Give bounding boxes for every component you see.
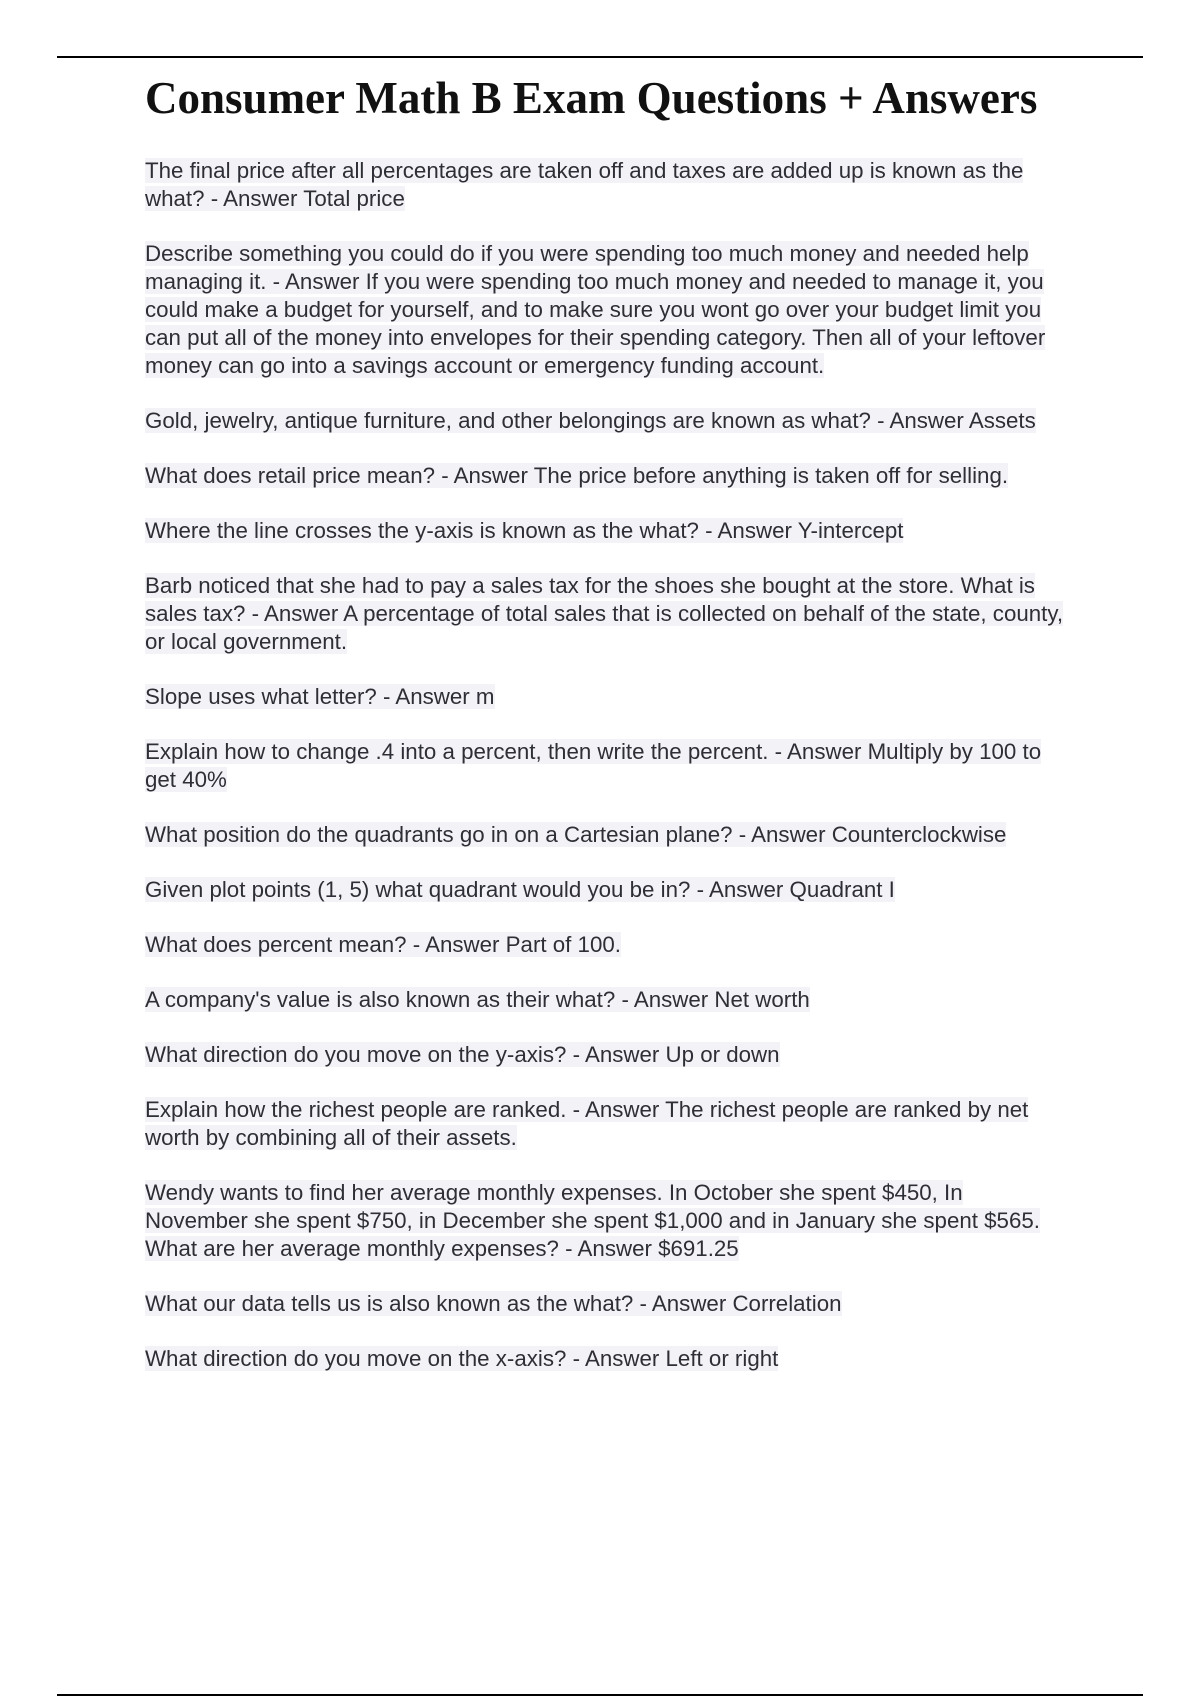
answer-text: Assets [968, 408, 1036, 433]
answer-prefix: - Answer [435, 463, 534, 488]
answer-text: Part of 100. [505, 932, 621, 957]
answer-prefix: - Answer [732, 822, 832, 847]
qa-item [145, 1290, 1065, 1318]
qa-item [145, 931, 1065, 959]
qa-item [145, 462, 1065, 490]
question-text: Where the line crosses the y-axis is known as the what? [145, 518, 699, 543]
answer-prefix: - Answer [768, 739, 868, 764]
question-text: What direction do you move on the x-axis? [145, 1346, 567, 1371]
question-text: What does percent mean? [145, 932, 407, 957]
qa-item [145, 876, 1065, 904]
qa-item [145, 986, 1065, 1014]
answer-prefix: - Answer [633, 1291, 733, 1316]
qa-item [145, 240, 1065, 380]
answer-prefix: - Answer [266, 269, 366, 294]
answer-text: Total price [303, 186, 405, 211]
answer-prefix: - Answer [245, 601, 344, 626]
answer-prefix: - Answer [558, 1236, 659, 1261]
answer-prefix: - Answer [566, 1346, 666, 1371]
question-text: Explain how the richest people are ranked. [145, 1097, 567, 1122]
qa-item [145, 738, 1065, 794]
answer-text: Counterclockwise [831, 822, 1007, 847]
question-text: Wendy wants to find her average monthly expenses. In October she spent $450, In November she spent $750, in December she spent $1,000 and in January she spent $565. What are her average monthly expenses? [145, 1180, 1040, 1261]
question-text: Gold, jewelry, antique furniture, and other belongings are known as what? [145, 408, 871, 433]
answer-prefix: - Answer [376, 684, 476, 709]
qa-list [145, 157, 1065, 1373]
answer-text: Left or right [665, 1346, 779, 1371]
answer-text: Multiply by 100 to get 40% [145, 739, 1042, 792]
qa-item [145, 572, 1065, 656]
answer-text: Up or down [665, 1042, 780, 1067]
question-text: Slope uses what letter? [145, 684, 377, 709]
answer-text: If you were spending too much money and needed to manage it, you could make a budget for yourself, and to make sure you wont go over your budget limit you can put all of the money into envelopes for their spending category. Then all of your leftover money can go into a savings account or emergency funding account. [145, 269, 1046, 378]
answer-prefix: - Answer [406, 932, 506, 957]
qa-item [145, 683, 1065, 711]
qa-item [145, 821, 1065, 849]
answer-text: A percentage of total sales that is collected on behalf of the state, county, or local government. [145, 601, 1064, 654]
question-text: What our data tells us is also known as the what? [145, 1291, 634, 1316]
qa-item [145, 1041, 1065, 1069]
answer-prefix: - Answer [698, 518, 798, 543]
question-text: A company's value is also known as their what? [145, 987, 616, 1012]
answer-prefix: - Answer [566, 1097, 666, 1122]
answer-text: Net worth [714, 987, 810, 1012]
answer-prefix: - Answer [566, 1042, 666, 1067]
answer-prefix: - Answer [690, 877, 790, 902]
document-body [145, 70, 1065, 1400]
answer-text: Correlation [732, 1291, 842, 1316]
answer-text: $691.25 [658, 1236, 739, 1261]
qa-item [145, 1179, 1065, 1263]
qa-item [145, 1345, 1065, 1373]
header-rule [57, 56, 1143, 58]
qa-item [145, 407, 1065, 435]
answer-text: Quadrant I [789, 877, 895, 902]
answer-prefix: - Answer [204, 186, 304, 211]
question-text: The final price after all percentages are taken off and taxes are added up is known as the what? [145, 158, 1024, 211]
qa-item [145, 517, 1065, 545]
footer-rule [57, 1694, 1143, 1696]
answer-text: m [475, 684, 495, 709]
document-title: Consumer Math B Exam Questions + Answers [145, 73, 1038, 123]
qa-item [145, 157, 1065, 213]
answer-prefix: - Answer [615, 987, 715, 1012]
answer-prefix: - Answer [870, 408, 969, 433]
question-text: What position do the quadrants go in on a Cartesian plane? [145, 822, 733, 847]
question-text: What does retail price mean? [145, 463, 436, 488]
question-text: Given plot points (1, 5) what quadrant would you be in? [145, 877, 691, 902]
answer-text: Y-intercept [797, 518, 904, 543]
answer-text: The price before anything is taken off for selling. [533, 463, 1009, 488]
qa-item [145, 1096, 1065, 1152]
answer-text: The richest people are ranked by net worth by combining all of their assets. [145, 1097, 1029, 1150]
question-text: Describe something you could do if you were spending too much money and needed help managing it. [145, 241, 1029, 294]
question-text: What direction do you move on the y-axis? [145, 1042, 567, 1067]
question-text: Barb noticed that she had to pay a sales tax for the shoes she bought at the store. What is sales tax? [145, 573, 1035, 626]
question-text: Explain how to change .4 into a percent, then write the percent. [145, 739, 769, 764]
